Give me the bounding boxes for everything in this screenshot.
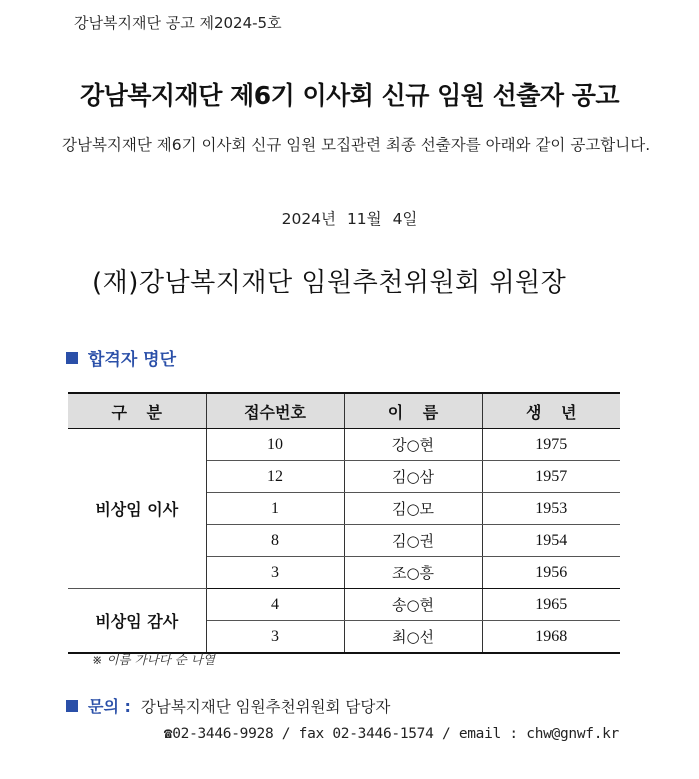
number-cell: 1 — [206, 493, 344, 525]
inquiry-label: 문의 : — [88, 697, 131, 716]
table-row — [68, 589, 620, 621]
inquiry-text: 강남복지재단 임원추천위원회 담당자 — [140, 697, 391, 716]
name-cell: 강○현 — [344, 429, 482, 461]
number-cell: 4 — [206, 589, 344, 621]
name-cell: 송○현 — [344, 589, 482, 621]
results-table — [68, 392, 620, 654]
document-title: 강남복지재단 제6기 이사회 신규 임원 선출자 공고 — [79, 81, 620, 110]
number-cell: 3 — [206, 621, 344, 654]
birth-year-cell: 1968 — [482, 621, 620, 654]
header-birth-year: 생 년 — [482, 393, 620, 429]
category-cell: 비상임 이사 — [68, 429, 206, 589]
birth-year-cell: 1954 — [482, 525, 620, 557]
body-text: 강남복지재단 제6기 이사회 신규 임원 모집관련 최종 선출자를 아래와 같이 공고합니다. — [62, 136, 651, 154]
notice-date: 2024년 11월 4일 — [281, 210, 418, 228]
category-cell: 비상임 감사 — [68, 589, 206, 654]
name-cell: 김○삼 — [344, 461, 482, 493]
birth-year-cell: 1975 — [482, 429, 620, 461]
birth-year-cell: 1957 — [482, 461, 620, 493]
birth-year-cell: 1965 — [482, 589, 620, 621]
name-cell: 조○흥 — [344, 557, 482, 589]
table-header-row — [68, 393, 620, 429]
square-bullet-icon — [66, 700, 78, 712]
number-cell: 3 — [206, 557, 344, 589]
inquiry-line — [66, 694, 390, 717]
contact-info: ☎02-3446-9928 / fax 02-3446-1574 / email : chw@gnwf.kr — [163, 726, 619, 742]
header-name: 이 름 — [344, 393, 482, 429]
table-row — [68, 429, 620, 461]
name-cell: 김○권 — [344, 525, 482, 557]
section-heading — [66, 345, 176, 370]
number-cell: 8 — [206, 525, 344, 557]
birth-year-cell: 1953 — [482, 493, 620, 525]
name-cell: 최○선 — [344, 621, 482, 654]
header-number: 접수번호 — [206, 393, 344, 429]
issuer: (재)강남복지재단 임원추천위원회 위원장 — [92, 268, 567, 298]
notice-number: 강남복지재단 공고 제2024-5호 — [74, 14, 282, 32]
number-cell: 12 — [206, 461, 344, 493]
name-cell: 김○모 — [344, 493, 482, 525]
square-bullet-icon — [66, 352, 78, 364]
footnote: ※ 이름 가나다 순 나열 — [92, 652, 215, 667]
number-cell: 10 — [206, 429, 344, 461]
birth-year-cell: 1956 — [482, 557, 620, 589]
section-title: 합격자 명단 — [88, 350, 177, 370]
header-category: 구 분 — [68, 393, 206, 429]
